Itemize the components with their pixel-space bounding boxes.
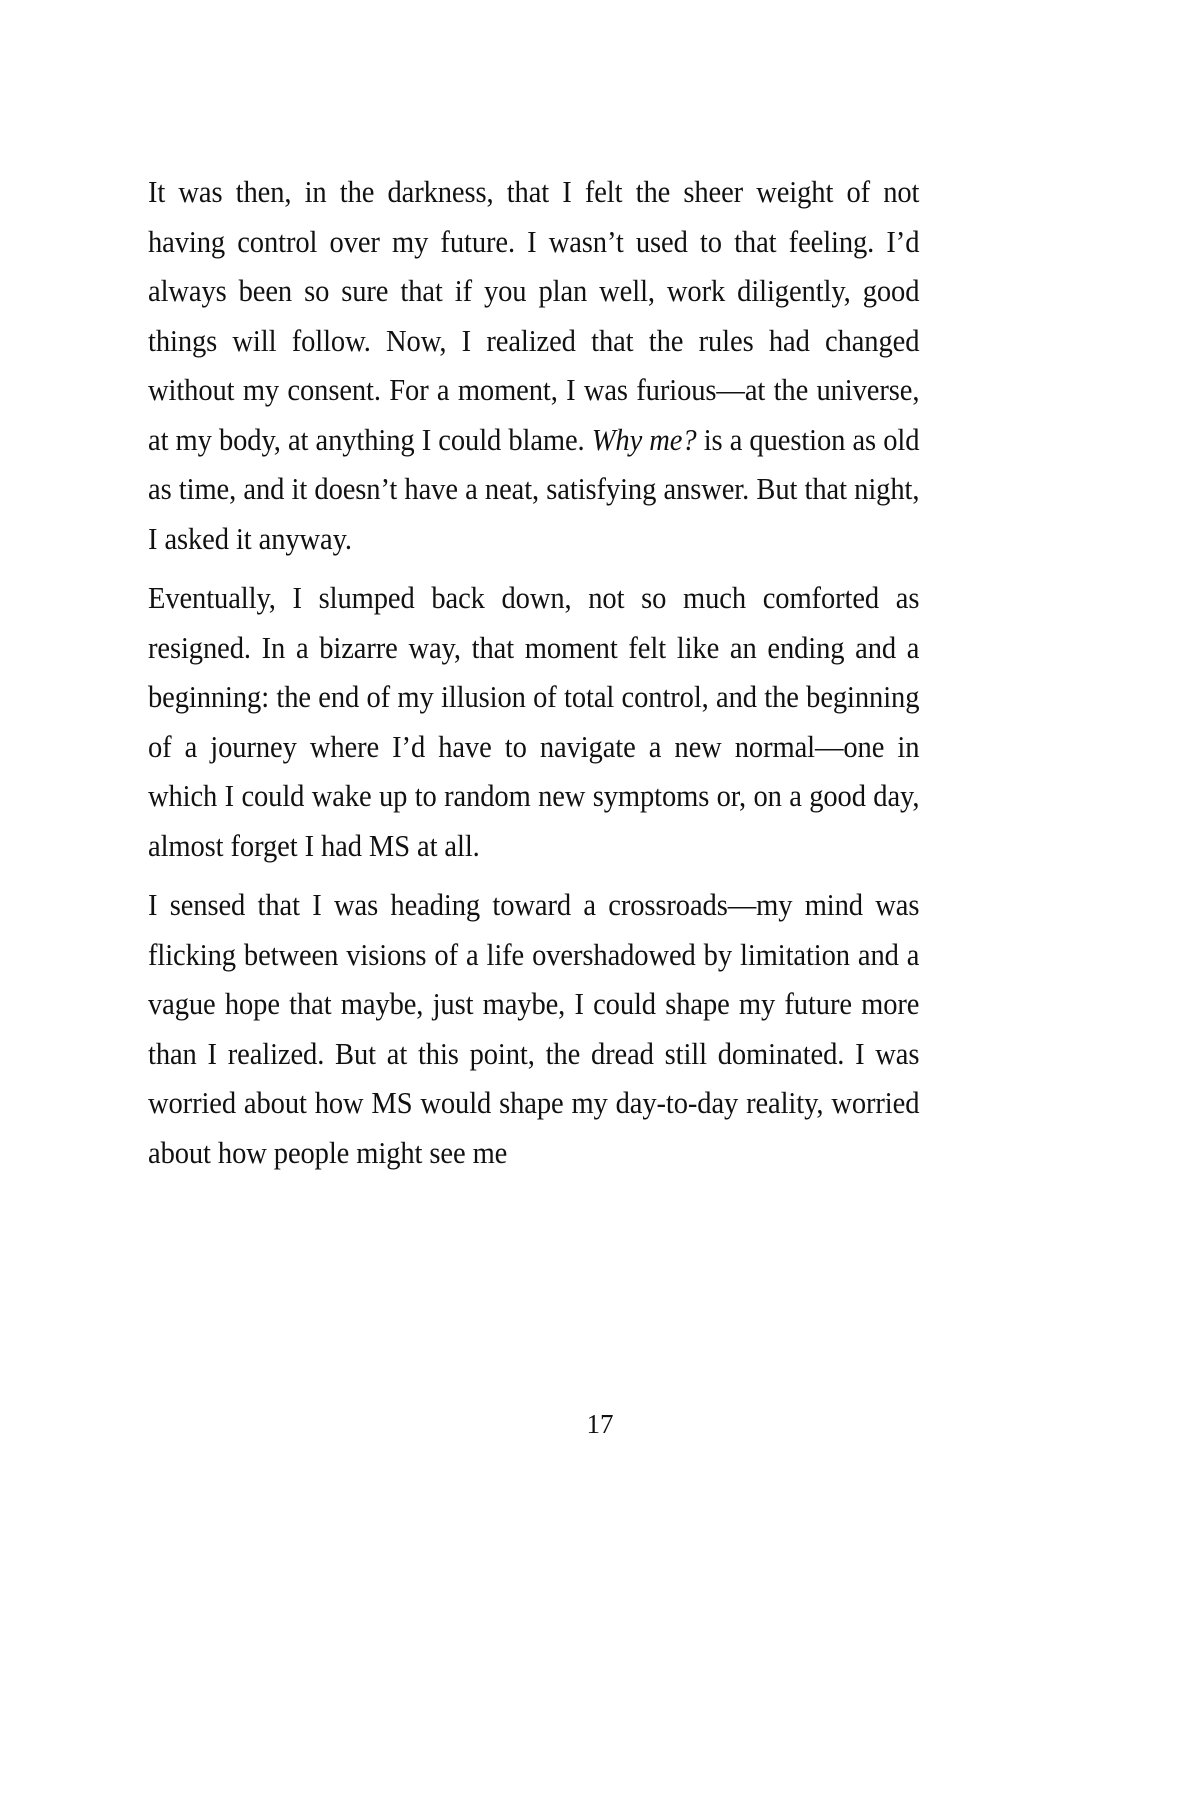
paragraph-2: Eventually, I slumped back down, not so much comforted as resigned. In a bizarre way, that moment felt like an ending and a beginning: the end of my illusion of total control, and the beginning of a journey where I’d have to navigate a new normal—one in which I could wake up to random new symptoms or, on a good day, almost forget I had MS at all. [148, 581, 920, 863]
paragraph-1-text-before-italic: It was then, in the darkness, that I felt the sheer weight of not having control over my future. I wasn’t used to that feeling. I’d always been so sure that if you plan well, work diligently, good things will follow. Now, I realized that the rules had changed without my consent. For a moment, I was furious—at the universe, at my body, at anything I could blame. [148, 175, 920, 457]
paragraph-1-italic-phrase: Why me? [591, 422, 697, 457]
paragraph-3: I sensed that I was heading toward a crossroads—my mind was flicking between visions of a life overshadowed by limitation and a vague hope that maybe, just maybe, I could shape my future more than I realized. But at this point, the dread still dominated. I was worried about how MS would shape my day-to-day reality, worried about how people might see me [148, 888, 920, 1170]
page-text-block [148, 168, 920, 1178]
page-number: 17 [586, 1409, 614, 1439]
paragraph-1 [148, 168, 919, 564]
paragraph-1-text-after-italic: is a question as old as time, and it doesn’t have a neat, satisfying answer. But that night, I asked it anyway. [148, 422, 920, 556]
